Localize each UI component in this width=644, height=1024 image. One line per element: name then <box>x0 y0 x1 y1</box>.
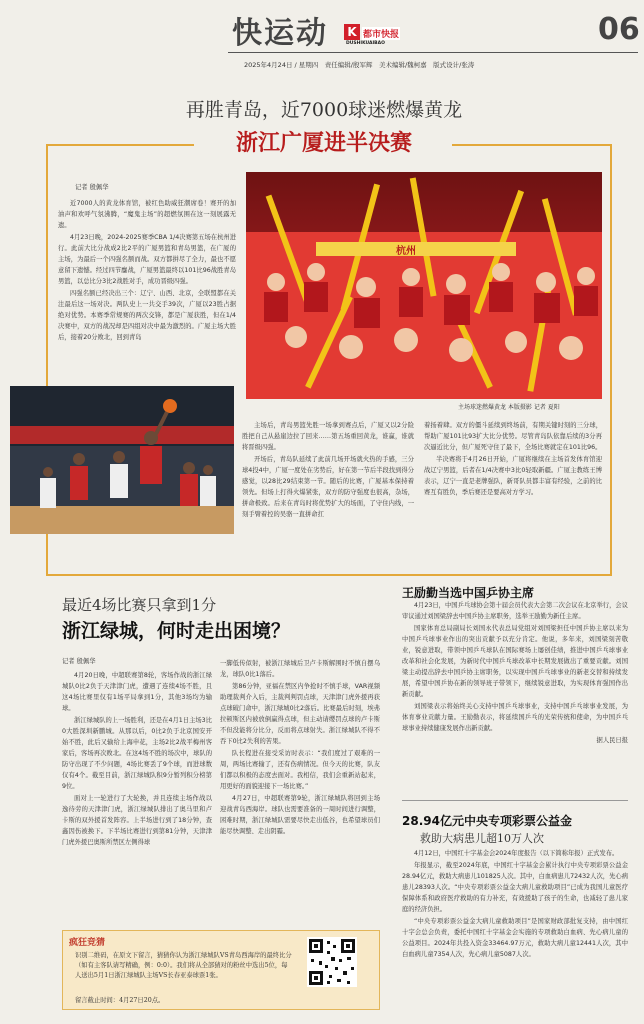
brief1-para: 刘国梁表示将始终关心支持中国乒乓球事业，支持中国乒乓球事业发展，为体育事业贡献力量。王励勤表示，将延续国乒乓的光荣传统和使命，为中国乒乓球事业持续健康发展作出新贡献。 <box>402 703 628 732</box>
brief2-headline: 28.94亿元中央专项彩票公益金 <box>402 814 572 828</box>
lead-col3 <box>424 420 602 570</box>
banner-text: 杭州 <box>396 246 416 257</box>
lead-kicker: 再胜青岛，近7000球迷燃爆黄龙 <box>185 99 463 121</box>
basketball-photo <box>10 386 234 534</box>
second-col2-para: 一脚低传似射，被浙江绿城后卫卢卡斯解围时不慎自摆乌龙，球队0比1落后。 <box>220 660 380 678</box>
lead-frame-top-right <box>452 144 612 146</box>
second-byline: 记者 殷佩华 <box>62 658 96 665</box>
lead-col3-para: 半决赛将于4月26日开始，广厦将继续在主场首发体育馆迎战辽宁男篮，后者在1/4决赛中3比0轻取新疆。广厦主教练王博表示，辽宁一直是老牌强队，新哥队员都丰富有经验，之前的比赛互有胜负，季后赛还是要高对方学习。 <box>424 456 602 496</box>
second-col2-para: 第86分钟，亚福在禁区内争抢时不慎手球，VAR视频助理裁判介入后，主裁判判罚点球，天津津门虎外援再获点球破门命中，浙江绿城0比2落后。比赛最后时刻，埃弗拉顿斯区内被放倒赢得点球，但主动请缨罚点球的卢卡斯不但没能将分比分，反而将点球射失。浙江绿城队不得不吞下0比2失利的苦果。 <box>220 683 380 745</box>
logo-brand-cn: 都市快报 <box>362 27 400 40</box>
brief2-para: 年报显示，截至2024年底，中国红十字基金会累计执行中央专项彩票公益金28.94亿元，救助大病患儿101825人次。其中，白血病患儿72432人次，先心病患儿28393人次。“中央专项彩票公益金大病儿童救助项目”已成为我国儿童医疗保障体系和政府医疗救助的有力补充，有效援助了孩子的生命，也减轻了患儿家庭的经济负担。 <box>402 862 628 913</box>
brief-divider <box>402 800 628 801</box>
section-title: 快运动 <box>232 16 328 51</box>
second-col1-para: 4月20日晚，中超联赛第8轮，客场作战的浙江绿城队0比2负于天津津门虎，遭遇了连续4场不胜，且这4场比赛里仅有1场平局拿到1分，其他3场均为输球。 <box>62 672 212 712</box>
page-number: 06 <box>598 12 640 47</box>
lead-col1-para: 近7000人的黄龙体育馆，被红色助威狂潮席卷！赛开的加油声和欢呼气氛沸腾，“魔鬼主场”的超燃氛围在这一刻展露无遗。 <box>58 200 236 229</box>
brief2-subhead: 救助大病患儿超10万人次 <box>420 832 544 845</box>
promo-deadline: 留言截止时间：4月27日20点。 <box>75 997 165 1004</box>
brief2-body <box>402 848 628 1016</box>
promo-box <box>62 930 380 1010</box>
qr-code[interactable] <box>307 937 357 987</box>
second-col2 <box>220 658 380 924</box>
lead-col2-para: 主场后，青岛男篮先胜一场拿到赛点后，广厦又以2分险胜把自己从悬崖边拉了回来……第五场重回黄龙，谁赢，谁就将晋级四强。 <box>242 422 414 451</box>
second-headline: 浙江绿城，何时走出困境？ <box>62 620 291 642</box>
second-col1 <box>62 670 212 924</box>
crowd-photo <box>246 172 602 399</box>
brief1-body <box>402 600 628 796</box>
lead-headline: 浙江广厦进半决赛 <box>235 131 412 156</box>
second-col1-para: 浙江绿城队的上一场胜利，还是在4月1日主场3比0大胜深圳新鹏城。从那以后，0比2负于北京国安开始不胜，此后又输给上海申花，主场2比2战平梅州客家后，客场再次败北。在这4场不胜的场次中，球队的防守出现了不少问题，4场比赛丢了9个球，而进球数仅有4个。截至目前，浙江绿城队积9分暂列积分榜第9位。 <box>62 717 212 790</box>
brief1-para: 国家体育总局副局长刘国永代表总局党组对刘国梁担任中国乒协主席以来为中国乒乓球事业作出的突出贡献予以充分肯定。他说，多年来，刘国梁刻苦敬业，锐意进取，带领中国乒乓球队在国际赛场上屡创佳绩，推进中国乒乓球事业改革和社会化发展，为新时代中国乒乓球改革中长期发展做出了重要贡献。刘国梁主动提出辞去中国乒协主席职务，以实现中国乒乓球事业的新老交替和持续发展，希望中国乒协在新的领导班子带领下，继续锐意进取，为实现体育强国作出新贡献。 <box>402 625 628 698</box>
basketball-photo-illustration <box>10 386 234 534</box>
second-col2-para: 队长程进在接受采访时表示：“我们度过了艰难的一周，两场比赛输了，还有伤病情况。但今天的比赛，队友们都以积极的态度去面对。我相信，我们会重新站起来，用更好的面貌迎接下一场比赛。” <box>220 750 380 790</box>
brief2-para: 4月12日，中国红十字基金会2024年度报告（以下简称年报）正式发布。 <box>414 850 619 857</box>
promo-title: 疯狂竞猜 <box>69 938 106 948</box>
promo-body: 识别二维码，在原文下留言，猜猜你认为浙江绿城队VS青岛西海岸的最终比分（如有主客队请写精确，例：0:0）。我们将从全部猜对的粉丝中选出5位，每人送出5月1日浙江绿城队主场VS长春亚泰球票1张。 <box>75 952 292 979</box>
masthead-rule <box>228 52 638 53</box>
second-col2-para: 4月27日，中超联赛第9轮，浙江绿城队将回到主场迎战青岛西海岸。球队也需要准备的一周时间进行调整，困难时期，浙江绿城队需要尽快走出低谷，也希望球员们能尽快调整、走出阴霾。 <box>220 795 380 835</box>
logo-brand-en: DUSHIKUAIBAO <box>346 41 385 46</box>
brief1-source: 据人民日报 <box>596 737 628 744</box>
lead-col2-para: 开场后，青岛队延续了此前几场开场就火热的手感，三分球4投4中，广厦一度处在劣势后，好在第一节后半段找到得分感觉，以28比29结束第一节。随后的比赛，广厦基本保持着领先。但场上打得火爆紧张，双方的防守强度也很高，杂场，拼命极致。后来在青岛时将优势扩大的场面，了守住内线，一刻手臂着控的吴骆一直拼命扛 <box>242 456 414 518</box>
brief1-headline: 王励勤当选中国乒协主席 <box>402 586 535 600</box>
lead-frame-top-left <box>46 144 194 146</box>
crowd-photo-illustration <box>246 172 602 399</box>
brief2-para: “中央专项彩票公益金大病儿童救助项目”是国家财政部批复支持，由中国红十字会总会负责，委托中国红十字基金会实施的专项救助白血病、先心病儿童的公益项目。2024年共投入资金33464.97万元，救助大病儿童12441人次，其中白血病儿童7354人次，先心病儿童5087人次。 <box>402 918 628 958</box>
lead-col2 <box>242 420 414 570</box>
lead-photo-caption: 主场球迷燃爆黄龙 本版摄影 记者 夏阳 <box>458 404 560 411</box>
brief1-para: 4月23日，中国乒乓球协会第十届会员代表大会第二次会议在北京举行，会议审议通过刘国梁辞去中国乒协主席职务，选举王励勤为新任主席。 <box>402 602 628 620</box>
lead-col1 <box>58 198 236 380</box>
lead-byline: 记者 殷佩华 <box>75 184 109 191</box>
lead-col1-para: 4月23日晚，2024-2025赛季CBA 1/4决赛第五场在杭州进行。此前大比分战成2比2平的广厦男篮和青岛男篮，在广厦的主场，为最后一个四强名额而战。双方都拼尽了全力，最也不愿意留下遗憾。经过四节鏖战，广厦男篮最终以101比96战胜青岛男篮，以总比分3比2战胜对手，成功晋级四强。 <box>58 234 236 285</box>
masthead-meta: 2025年4月24日 / 星期四 责任编辑/殷军辉 美术编辑/魏柯嘉 版式设计/张涛 <box>244 61 475 69</box>
lead-col1-para: 四强名额已经决出三个：辽宁、山西、北京，全联盟都在关注最后这一场对决。两队史上一共交手39次，广厦以23胜占据绝对优势。本赛季常规赛的两次交锋，都是广厦获胜，但在1/4决赛中，双方的战况却是四组对决中最为激烈的。广厦主场大胜后，接着20分败北，回到青岛 <box>58 290 236 341</box>
lead-col3-para: 着扬着肆。双方的僵斗延续到终场前，有期关键时刻的三分球，帮助广厦101比93扩大比分优势。尽管青岛队依靠后续的3分再次逼近比分，但广厦死守住了最下，全场比赛就定在101比96。 <box>424 422 602 451</box>
logo <box>344 24 414 52</box>
second-kicker: 最近4场比赛只拿到1分 <box>62 596 217 614</box>
qr-code-icon <box>307 937 357 987</box>
logo-k-icon: K <box>344 24 360 40</box>
masthead <box>0 0 644 74</box>
second-col1-para: 面对上一轮进行了大轮换，并且连续主场作战以逸待劳的天津津门虎，浙江绿城队排出了奥马里和卢卡斯的双外援首发阵容。上半场进行到了18分钟，查鑫因伤被换下。下半场比赛进行到第81分钟，天津津门虎外援巴奥斯所禁区左侧得球 <box>62 795 212 846</box>
